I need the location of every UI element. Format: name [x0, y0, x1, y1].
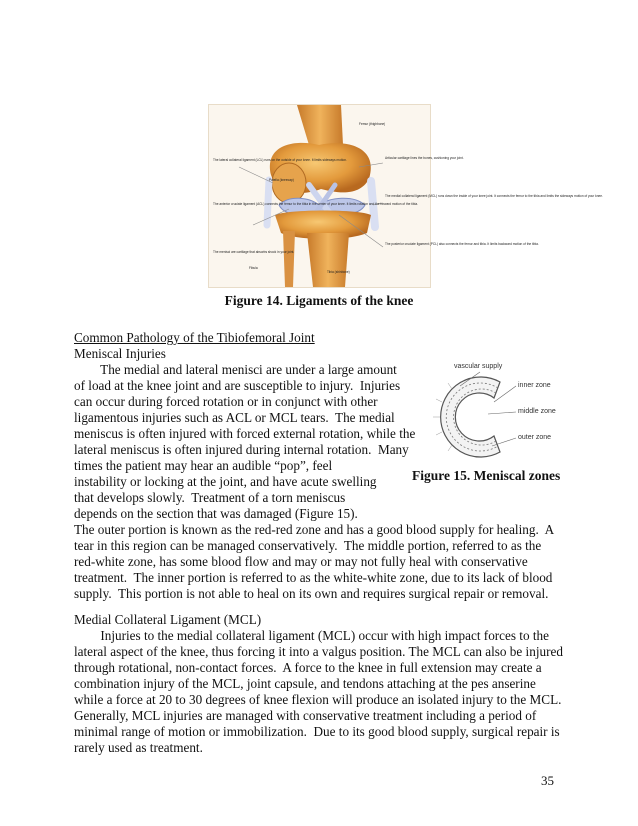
femur-label: Femur (thighbone)	[359, 122, 386, 126]
paragraph-line: through rotational, non-contact forces. A force to the knee in full extension may create a	[74, 660, 542, 675]
paragraph-line: supply. This portion is not able to heal on its own and requires surgical repair or removal.	[74, 586, 549, 601]
paragraph-line: of load at the knee joint and are susceptible to injury. Injuries	[74, 378, 401, 393]
page-number: 35	[541, 773, 554, 788]
inner-zone-label: inner zone	[518, 382, 551, 389]
vascular-supply-label: vascular supply	[454, 363, 503, 370]
paragraph-line: meniscus is often injured with forced external rotation, while the	[74, 426, 416, 441]
meniscal-injuries-heading: Meniscal Injuries	[74, 346, 166, 361]
knee-illustration	[209, 105, 603, 287]
paragraph-line: rarely used as treatment.	[74, 740, 203, 755]
paragraph-line: minimal range of motion or immobilization. Due to its good blood supply, surgical repair is	[74, 724, 560, 739]
fibula-label: Fibula	[249, 266, 258, 270]
mcl-label: The medial collateral ligament (MCL) runs down the inside of your knee joint. It connects the femur to the tibia and limits the sideways motion of your knee.	[385, 194, 603, 198]
paragraph-line: Injuries to the medial collateral ligament (MCL) occur with high impact forces to the	[74, 628, 549, 643]
outer-zone-label: outer zone	[518, 434, 552, 441]
middle-zone-label: middle zone	[518, 408, 556, 415]
paragraph-line: red-white zone, has some blood flow and may or may not fully heal with conservative	[74, 554, 528, 569]
figure-15-caption: Figure 15. Meniscal zones	[412, 468, 561, 483]
paragraph-line: while a force at 20 to 30 degrees of knee flexion will produce an isolated injury to the MCL.	[74, 692, 562, 707]
lcl-label: The lateral collateral ligament (LCL) runs on the outside of your knee. It limits sideways motion.	[213, 158, 347, 162]
paragraph-line: lateral aspect of the knee, thus forcing it into a valgus position. The MCL can also be injured	[74, 644, 563, 659]
paragraph-line: depends on the section that was damaged (Figure 15).	[74, 506, 358, 521]
figure-14-caption: Figure 14. Ligaments of the knee	[224, 293, 414, 308]
paragraph-line: tear in this region can be managed conservatively. The middle portion, referred to as the	[74, 538, 542, 553]
acl-label: The anterior cruciate ligament (ACL) connects the femur to the tibia in the center of your knee. It limits rotation and the forward motion of the tibia.	[213, 202, 418, 206]
paragraph-line: The outer portion is known as the red-red zone and has a good blood supply for healing. A	[74, 522, 555, 537]
paragraph-line: The medial and lateral menisci are under a large amount	[74, 362, 397, 377]
section-heading: Common Pathology of the Tibiofemoral Joint	[74, 330, 315, 345]
pcl-label: The posterior cruciate ligament (PCL) also connects the femur and tibia. It limits backward motion of the tibia.	[385, 242, 539, 246]
paragraph-line: ligamentous injuries such as ACL or MCL tears. The medial	[74, 410, 395, 425]
paragraph-line: instability or locking at the joint, and have acute swelling	[74, 474, 377, 489]
paragraph-line: can occur during forced rotation or in conjunct with other	[74, 394, 378, 409]
patella-label: Patella (kneecap)	[269, 178, 294, 182]
paragraph-line: lateral meniscus is often injured during internal rotation. Many	[74, 442, 409, 457]
articular-label: Articular cartilage lines the bones, cushioning your joint.	[385, 156, 464, 160]
mcl-heading: Medial Collateral Ligament (MCL)	[74, 612, 262, 627]
menisci-label: The menisci are cartilage that absorbs shock in your joint.	[213, 250, 295, 254]
paragraph-line: Generally, MCL injuries are managed with conservative treatment including a period of	[74, 708, 537, 723]
paragraph-line: combination injury of the MCL, joint capsule, and tendons attaching at the pes anserine	[74, 676, 536, 691]
knee-ligaments-figure	[208, 104, 603, 288]
tibia-label: Tibia (shinbone)	[327, 270, 350, 274]
paragraph-line: treatment. The inner portion is referred to as the white-white zone, due to its lack of blood	[74, 570, 553, 585]
meniscal-zones-figure	[422, 362, 568, 462]
paragraph-line: times the patient may hear an audible “pop”, feel	[74, 458, 333, 473]
paragraph-line: that develops slowly. Treatment of a torn meniscus	[74, 490, 346, 505]
